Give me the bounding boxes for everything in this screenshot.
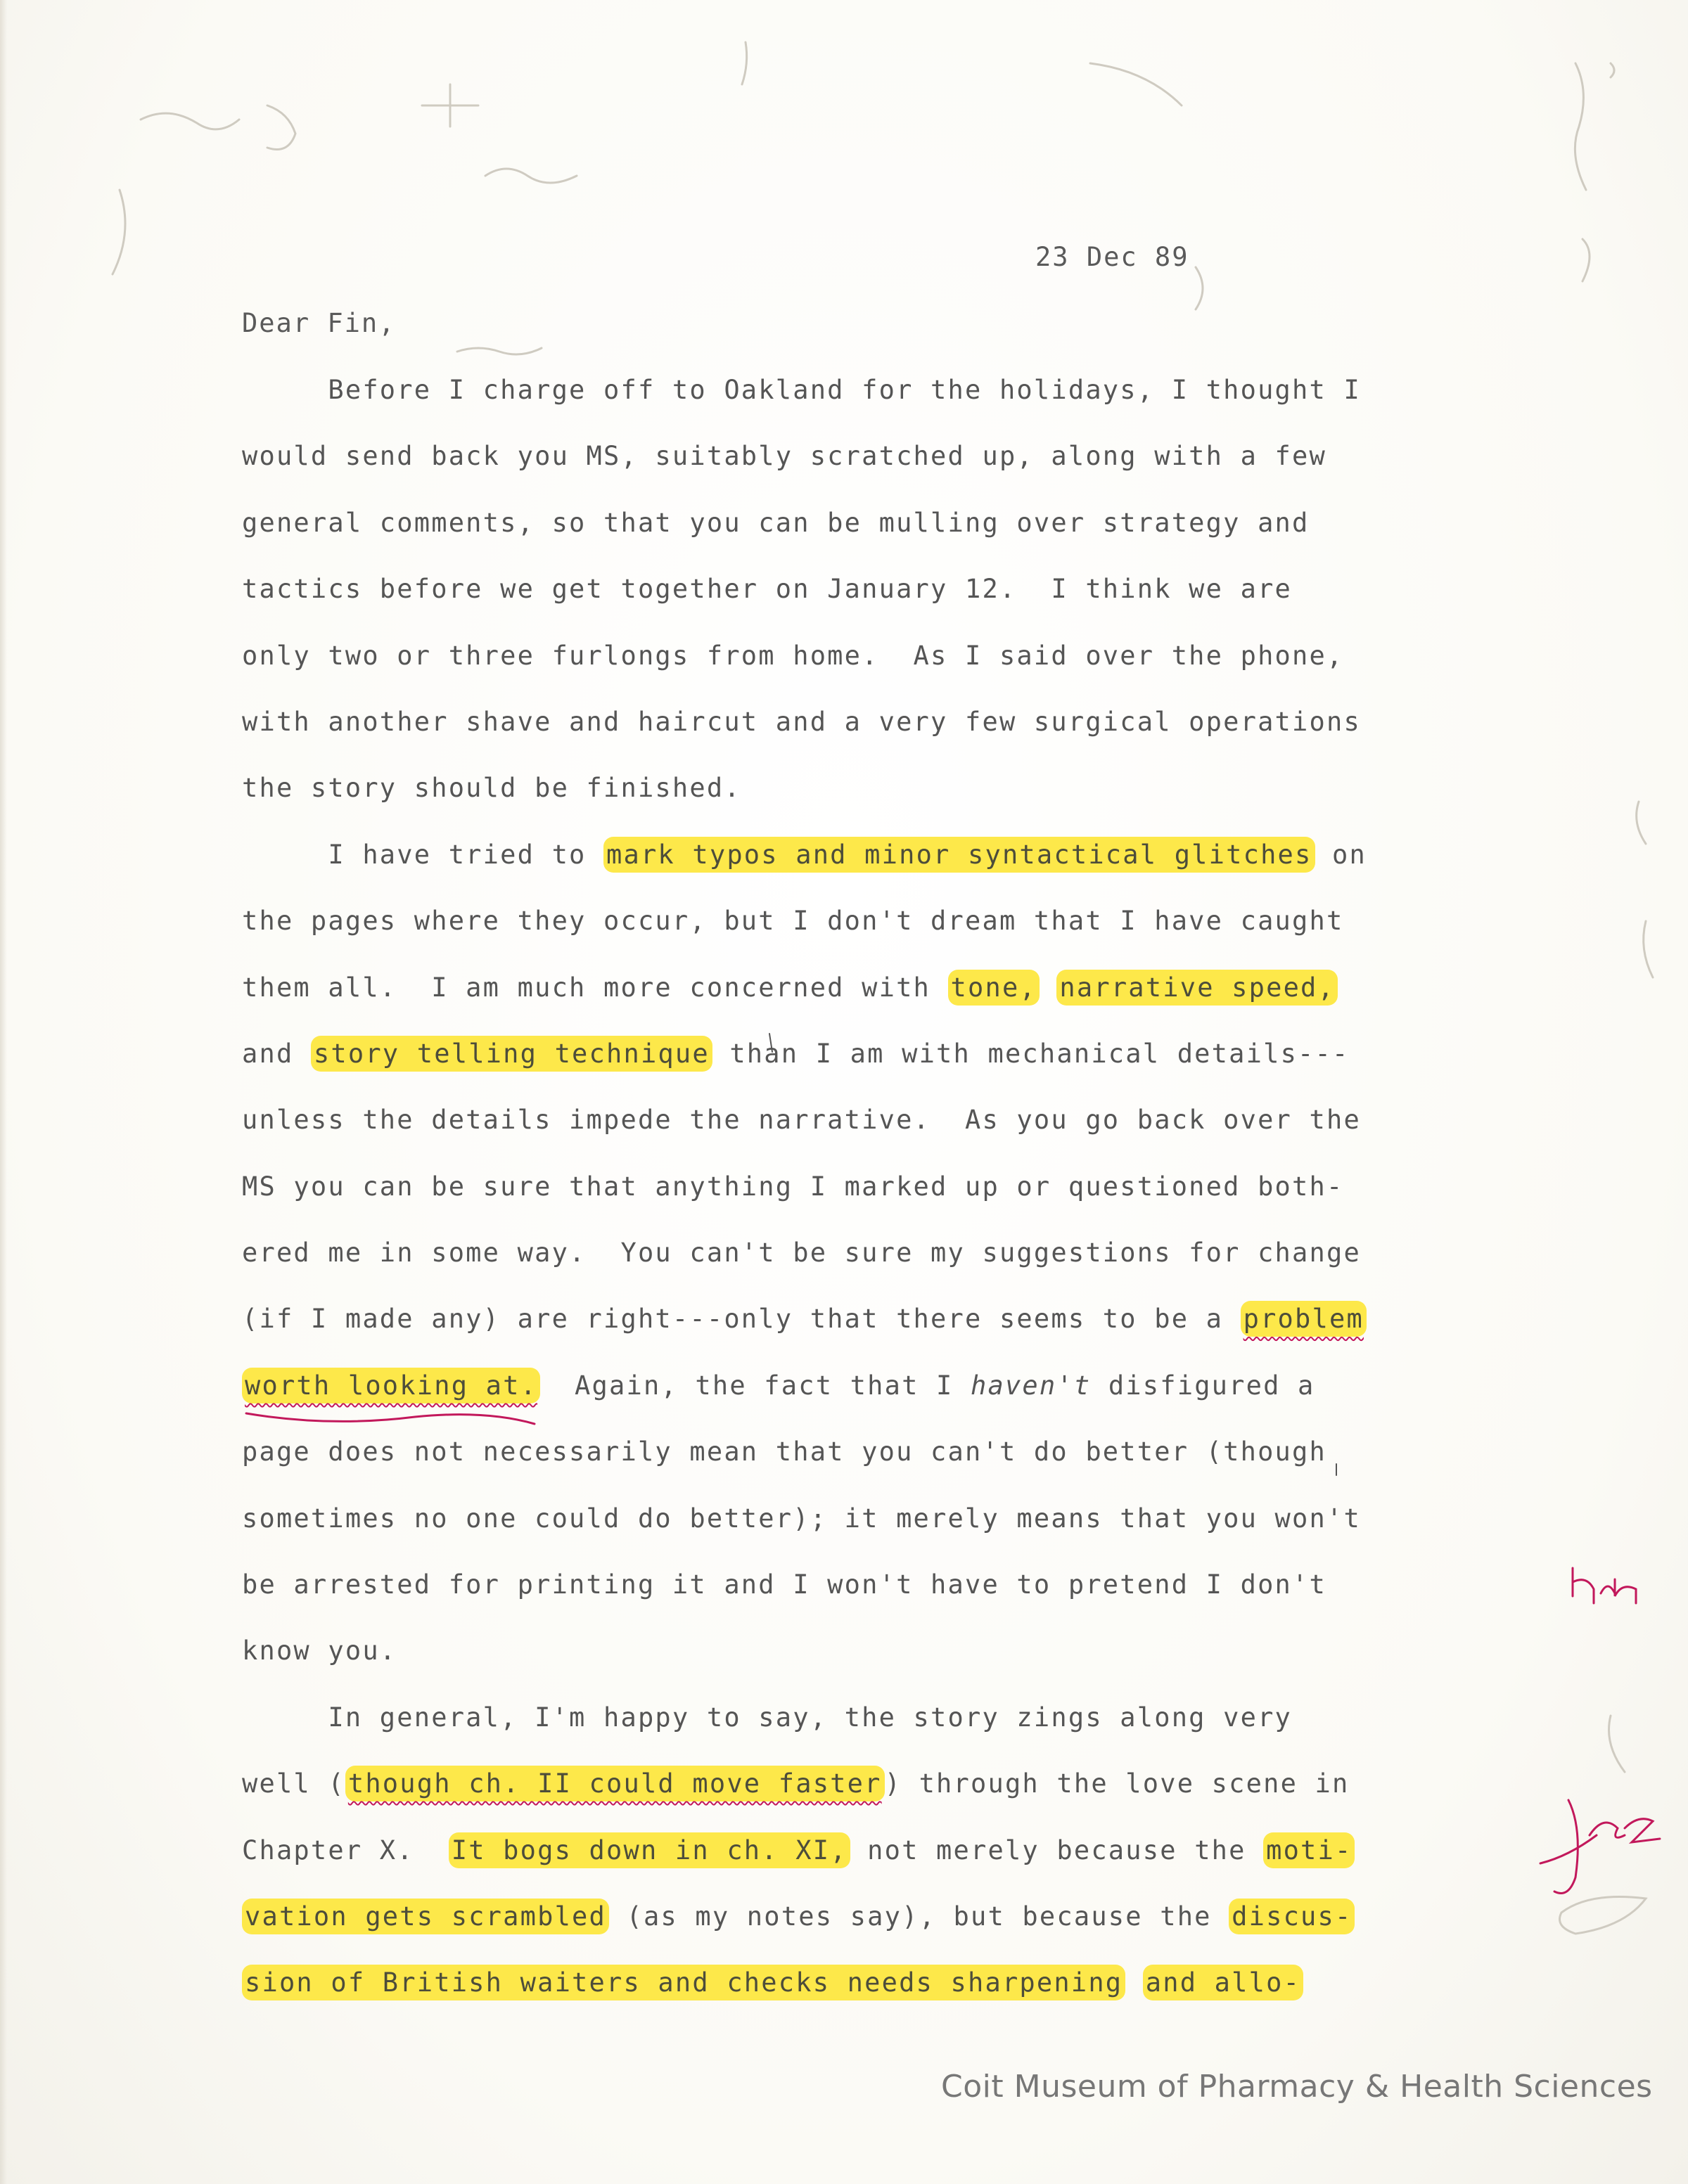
- highlighted-text: worth looking at.: [242, 1368, 540, 1403]
- text-segment: Chapter X.: [242, 1835, 449, 1865]
- italic-text: haven't: [971, 1370, 1092, 1401]
- text-line: [242, 1967, 1543, 2033]
- text-line: [242, 1768, 1543, 1834]
- museum-credit: Coit Museum of Pharmacy & Health Sciences: [941, 2069, 1653, 2105]
- text-line: unless the details impede the narrative. As you go back over the: [242, 1105, 1361, 1136]
- text-line: page does not necessarily mean that you can't do better (though: [242, 1437, 1326, 1467]
- text-line: general comments, so that you can be mulling over strategy and: [242, 507, 1310, 538]
- text-line: would send back you MS, suitably scratched up, along with a few: [242, 441, 1326, 472]
- text-segment: (as my notes say), but because the: [609, 1901, 1229, 1932]
- text-segment: on: [1315, 839, 1367, 870]
- text-segment: (if I made any) are right---only that there seems to be a: [242, 1304, 1241, 1335]
- text-line: only two or three furlongs from home. As I said over the phone,: [242, 640, 1344, 671]
- text-line: [242, 1901, 1543, 1967]
- text-line: Before I charge off to Oakland for the holidays, I thought I: [242, 375, 1361, 405]
- text-line: MS you can be sure that anything I marked up or questioned both-: [242, 1171, 1344, 1202]
- text-line: ered me in some way. You can't be sure my suggestions for change: [242, 1238, 1361, 1268]
- salutation: Dear Fin,: [242, 308, 396, 338]
- highlighted-text: sion of British waiters and checks needs sharpening: [242, 1965, 1125, 2000]
- highlighted-text: mark typos and minor syntactical glitches: [603, 837, 1315, 873]
- text-line: with another shave and haircut and a very few surgical operations: [242, 706, 1361, 737]
- letter-date: 23 Dec 89: [1035, 242, 1189, 272]
- text-line: [242, 839, 1543, 905]
- text-line: In general, I'm happy to say, the story zings along very: [242, 1702, 1293, 1733]
- text-segment: [1040, 972, 1056, 1003]
- text-segment: not merely because the: [850, 1835, 1264, 1865]
- highlighted-text: and allo-: [1143, 1965, 1303, 2000]
- text-line: the story should be finished.: [242, 773, 741, 804]
- highlighted-text: though ch. II could move faster: [345, 1766, 885, 1801]
- text-segment: Again, the fact that I: [540, 1370, 971, 1401]
- highlighted-text: vation gets scrambled: [242, 1899, 609, 1934]
- highlighted-text: It bogs down in ch. XI,: [449, 1832, 850, 1868]
- highlighted-text: discus-: [1229, 1899, 1355, 1934]
- text-segment: [1125, 1967, 1142, 1998]
- highlighted-text: narrative speed,: [1056, 970, 1338, 1006]
- highlighted-text: tone,: [948, 970, 1040, 1006]
- text-segment: than I am with mechanical details---: [712, 1038, 1350, 1069]
- highlighted-text: story telling technique: [311, 1036, 712, 1072]
- highlighted-text: problem: [1241, 1301, 1367, 1337]
- highlighted-text: moti-: [1263, 1832, 1355, 1868]
- letter-body: [242, 374, 1543, 2034]
- text-line: [242, 1303, 1543, 1369]
- text-segment: ) through the love scene in: [884, 1768, 1350, 1799]
- text-line: [242, 1835, 1543, 1901]
- text-line: sometimes no one could do better); it merely means that you won't: [242, 1503, 1361, 1534]
- text-segment: disfigured a: [1091, 1370, 1315, 1401]
- text-line: the pages where they occur, but I don't dream that I have caught: [242, 906, 1344, 937]
- text-segment: I have tried to: [242, 839, 603, 870]
- text-line: [242, 1370, 1543, 1436]
- text-line: [242, 1038, 1543, 1104]
- text-line: tactics before we get together on January 12. I think we are: [242, 574, 1293, 605]
- text-segment: them all. I am much more concerned with: [242, 972, 948, 1003]
- text-line: [242, 972, 1543, 1038]
- text-line: be arrested for printing it and I won't have to pretend I don't: [242, 1569, 1326, 1600]
- text-line: know you.: [242, 1636, 397, 1666]
- text-segment: well (: [242, 1768, 345, 1799]
- text-segment: and: [242, 1038, 311, 1069]
